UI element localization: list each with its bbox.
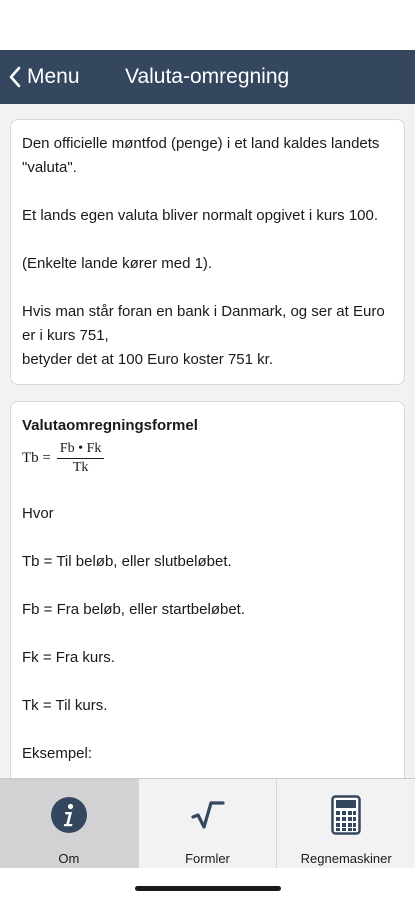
- square-root-icon: [191, 800, 225, 830]
- intro-paragraph: betyder det at 100 Euro koster 751 kr.: [22, 351, 273, 368]
- back-button[interactable]: [8, 50, 80, 104]
- scroll-content[interactable]: [0, 104, 415, 778]
- tab-label: Om: [58, 851, 80, 866]
- back-label: Menu: [27, 65, 80, 88]
- where-label: Hvor: [22, 505, 54, 522]
- formula-lhs: Tb =: [22, 449, 51, 466]
- tab-label: Regnemaskiner: [300, 851, 392, 866]
- formula-card: [10, 401, 405, 778]
- intro-paragraph: Hvis man står foran en bank i Danmark, og ser at Euro er i kurs 751,: [22, 303, 385, 344]
- tab-om[interactable]: [0, 779, 139, 868]
- formula-numerator: Fb • Fk: [57, 441, 104, 459]
- calculator-icon: [331, 795, 361, 835]
- formula-title: Valutaomregningsformel: [22, 417, 198, 434]
- formula-expression: [22, 438, 393, 478]
- formula-denominator: Tk: [72, 459, 89, 475]
- home-indicator-area: [0, 868, 415, 900]
- home-indicator[interactable]: [135, 886, 281, 891]
- intro-paragraph: Et lands egen valuta bliver normalt opgivet i kurs 100.: [22, 207, 379, 224]
- tab-regnemaskiner[interactable]: [277, 779, 415, 868]
- tab-label: Formler: [185, 851, 230, 866]
- formula-fraction: [57, 441, 104, 476]
- intro-paragraph: (Enkelte lande kører med 1).: [22, 255, 213, 272]
- info-icon: [50, 796, 88, 834]
- definition-item: Tk = Til kurs.: [22, 697, 108, 714]
- page-title: Valuta-omregning: [125, 65, 290, 88]
- tab-formler[interactable]: [139, 779, 278, 868]
- status-bar: [0, 0, 415, 50]
- intro-card: [10, 119, 405, 385]
- definition-item: Fk = Fra kurs.: [22, 649, 115, 666]
- example-label: Eksempel:: [22, 745, 93, 762]
- definition-item: Tb = Til beløb, eller slutbeløbet.: [22, 553, 232, 570]
- tab-bar: [0, 778, 415, 868]
- navigation-bar: [0, 50, 415, 104]
- chevron-left-icon: [8, 66, 22, 88]
- definition-item: Fb = Fra beløb, eller startbeløbet.: [22, 601, 246, 618]
- intro-paragraph: Den officielle møntfod (penge) i et land kaldes landets "valuta".: [22, 135, 380, 176]
